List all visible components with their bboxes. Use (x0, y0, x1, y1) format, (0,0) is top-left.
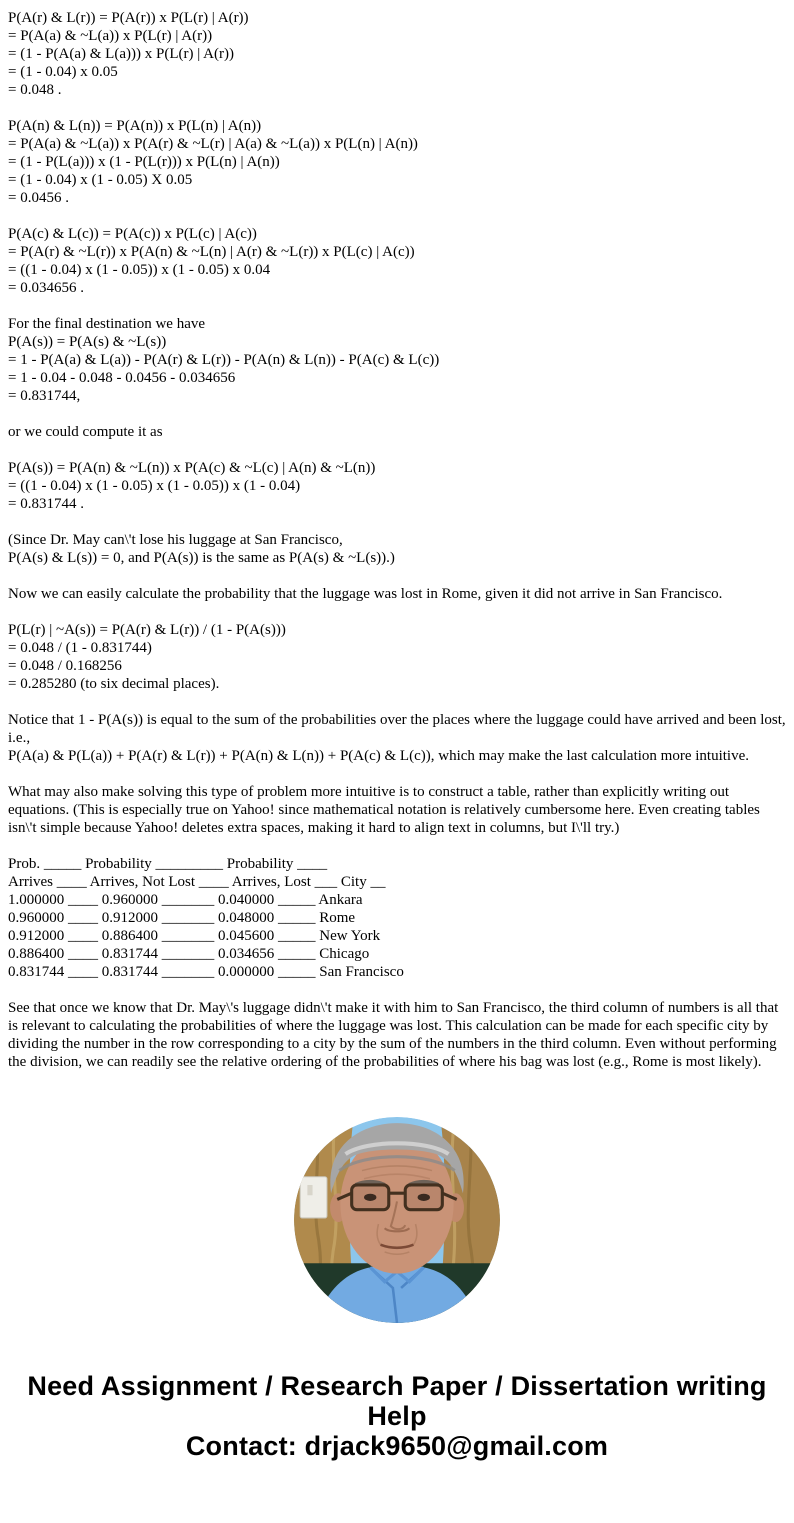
footer-heading: Need Assignment / Research Paper / Dissertation writing Help (27, 1371, 767, 1431)
text-line: = ((1 - 0.04) x (1 - 0.05) x (1 - 0.05)) x (1 - 0.04) (8, 478, 301, 494)
text-line: (Since Dr. May can\'t lose his luggage at San Francisco, (8, 532, 343, 548)
text-line: 0.912000 ____ 0.886400 _______ 0.045600 _____ New York (8, 928, 381, 944)
text-line: = 0.048 / (1 - 0.831744) (8, 640, 152, 656)
text-line: = 0.831744, (8, 388, 81, 404)
text-line: Arrives ____ Arrives, Not Lost ____ Arrives, Lost ___ City __ (8, 874, 386, 890)
footer-contact-email: Contact: drjack9650@gmail.com (185, 1431, 609, 1461)
text-line: Notice that 1 - P(A(s)) is equal to the sum of the probabilities over the places where the luggage could have arrived and been lost, i.e., (8, 712, 786, 746)
text-line: Prob. _____ Probability _________ Probability ____ (8, 856, 328, 872)
text-line: 1.000000 ____ 0.960000 _______ 0.040000 _____ Ankara (8, 892, 363, 908)
text-line (8, 603, 788, 621)
text-line: = 0.034656 . (8, 280, 84, 296)
text-line (8, 513, 788, 531)
text-line: 0.831744 ____ 0.831744 _______ 0.000000 _____ San Francisco (8, 964, 404, 980)
text-line: P(A(s)) = P(A(s) & ~L(s)) (8, 334, 167, 350)
text-line: 0.886400 ____ 0.831744 _______ 0.034656 _____ Chicago (8, 946, 370, 962)
text-line: = P(A(r) & ~L(r)) x P(A(n) & ~L(n) | A(r) & ~L(r)) x P(L(c) | A(c)) (8, 244, 415, 260)
document-lines (8, 9, 788, 1071)
text-line: = 0.0456 . (8, 190, 69, 206)
text-line: = 0.831744 . (8, 496, 84, 512)
text-line (8, 981, 788, 999)
text-line (8, 693, 788, 711)
text-line: P(A(s)) = P(A(n) & ~L(n)) x P(A(c) & ~L(c) | A(n) & ~L(n)) (8, 460, 376, 476)
text-line: P(A(r) & L(r)) = P(A(r)) x P(L(r) | A(r)) (8, 10, 249, 26)
text-line: = 1 - 0.04 - 0.048 - 0.0456 - 0.034656 (8, 370, 236, 386)
text-line: See that once we know that Dr. May\'s luggage didn\'t make it with him to San Francisco, the third column of numbers is all that is relevant to calculating the probabilities of where the luggage was lost. This calculation can be made for each specific city by dividing the number in the row corresponding to a city by the sum of the numbers in the third column. Even without performing the division, we can readily see the relative ordering of the probabilities of where his bag was lost (e.g., Rome is most likely). (8, 1000, 779, 1070)
text-line (8, 99, 788, 117)
text-line: = P(A(a) & ~L(a)) x P(L(r) | A(r)) (8, 28, 213, 44)
text-line: = P(A(a) & ~L(a)) x P(A(r) & ~L(r) | A(a) & ~L(a)) x P(L(n) | A(n)) (8, 136, 418, 152)
text-line: = 1 - P(A(a) & L(a)) - P(A(r) & L(r)) - P(A(n) & L(n)) - P(A(c) & L(c)) (8, 352, 440, 368)
text-line: = (1 - 0.04) x 0.05 (8, 64, 118, 80)
text-line (8, 207, 788, 225)
text-line: = 0.048 . (8, 82, 62, 98)
text-line: = (1 - P(L(a))) x (1 - P(L(r))) x P(L(n) | A(n)) (8, 154, 280, 170)
text-line: What may also make solving this type of problem more intuitive is to construct a table, rather than explicitly writing out equations. (This is especially true on Yahoo! since mathematical notation is relatively cumbersome here. Even creating tables isn\'t simple because Yahoo! deletes extra spaces, making it hard to align text in columns, but I\'ll try.) (8, 784, 760, 836)
text-line: P(A(n) & L(n)) = P(A(n)) x P(L(n) | A(n)) (8, 118, 262, 134)
text-line: = 0.048 / 0.168256 (8, 658, 122, 674)
text-line: P(A(s) & L(s)) = 0, and P(A(s)) is the same as P(A(s) & ~L(s)).) (8, 550, 395, 566)
text-line: P(A(c) & L(c)) = P(A(c)) x P(L(c) | A(c)) (8, 226, 257, 242)
text-line (8, 297, 788, 315)
photo-section (0, 1117, 794, 1323)
text-line (8, 405, 788, 423)
text-line (8, 765, 788, 783)
text-line: = (1 - 0.04) x (1 - 0.05) X 0.05 (8, 172, 193, 188)
text-line: = (1 - P(A(a) & L(a))) x P(L(r) | A(r)) (8, 46, 234, 62)
text-line: P(L(r) | ~A(s)) = P(A(r) & L(r)) / (1 - P(A(s))) (8, 622, 286, 638)
text-line (8, 441, 788, 459)
text-line: Now we can easily calculate the probability that the luggage was lost in Rome, given it did not arrive in San Francisco. (8, 586, 723, 602)
footer-advert (0, 1371, 794, 1461)
text-line: 0.960000 ____ 0.912000 _______ 0.048000 _____ Rome (8, 910, 356, 926)
text-line: For the final destination we have (8, 316, 206, 332)
text-line (8, 837, 788, 855)
text-line (8, 567, 788, 585)
text-line: P(A(a) & P(L(a)) + P(A(r) & L(r)) + P(A(n) & L(n)) + P(A(c) & L(c)), which may make the last calculation more intuitive. (8, 748, 749, 764)
profile-photo (294, 1117, 500, 1323)
text-line: = ((1 - 0.04) x (1 - 0.05)) x (1 - 0.05) x 0.04 (8, 262, 271, 278)
text-line: or we could compute it as (8, 424, 163, 440)
text-line: = 0.285280 (to six decimal places). (8, 676, 220, 692)
profile-photo-illustration (294, 1117, 500, 1323)
